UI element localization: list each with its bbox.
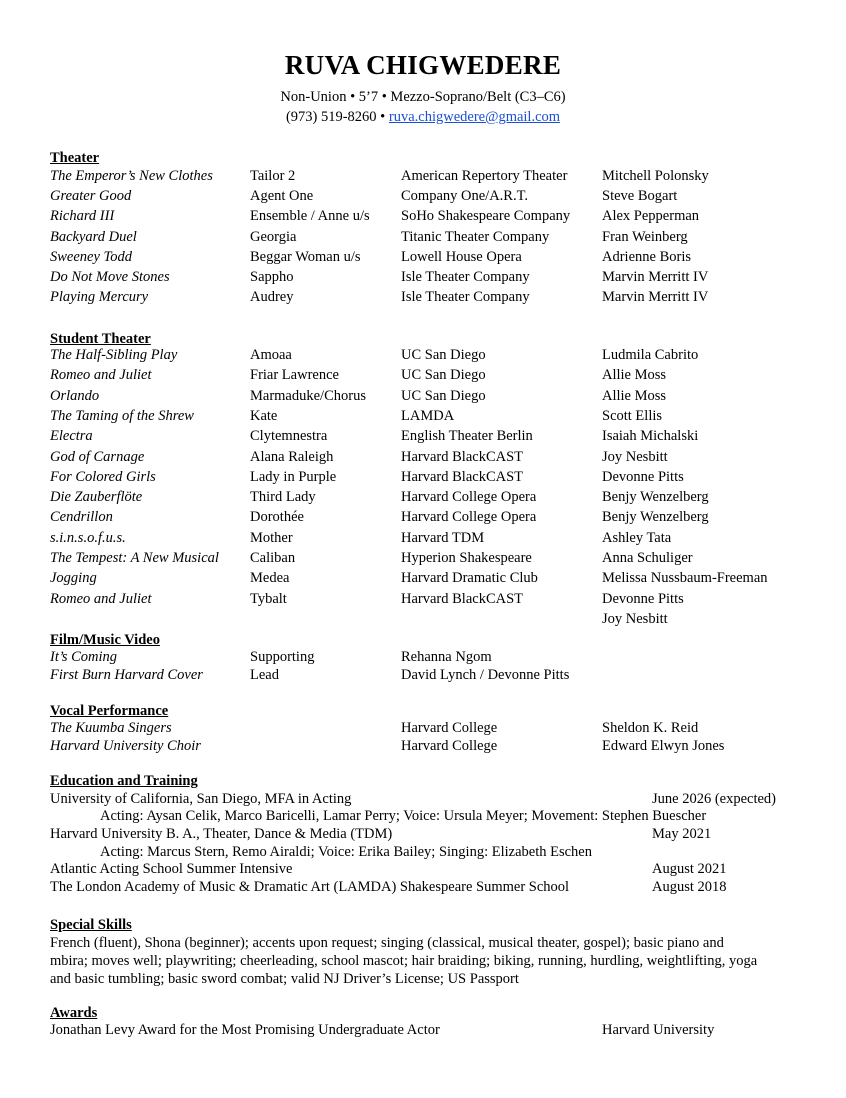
- production-title: Backyard Duel: [50, 228, 137, 245]
- credit-row: [0, 408, 846, 428]
- company: Harvard College: [401, 720, 498, 736]
- education-date: May 2021: [652, 826, 712, 842]
- credit-row: [0, 530, 846, 550]
- production-title: Romeo and Juliet: [50, 590, 152, 607]
- company: Harvard Dramatic Club: [401, 570, 538, 587]
- production-title: The Half-Sibling Play: [50, 347, 178, 363]
- production-title: The Kuumba Singers: [50, 720, 172, 736]
- director: Edward Elwyn Jones: [602, 738, 725, 754]
- director: Anna Schuliger: [602, 550, 693, 566]
- award-title: Jonathan Levy Award for the Most Promising Undergraduate Actor: [50, 1022, 440, 1038]
- director: Ludmila Cabrito: [602, 347, 699, 363]
- section-heading-awards: Awards: [50, 1005, 98, 1021]
- section-heading-student-theater: Student Theater: [50, 331, 151, 347]
- company: SoHo Shakespeare Company: [401, 208, 571, 225]
- director: Marvin Merritt IV: [602, 289, 709, 306]
- director: Isaiah Michalski: [602, 428, 699, 445]
- production-title: Greater Good: [50, 188, 132, 205]
- role: Friar Lawrence: [250, 367, 339, 384]
- director: Ashley Tata: [602, 529, 672, 546]
- company: American Repertory Theater: [401, 168, 568, 184]
- director: Melissa Nussbaum-Freeman: [602, 570, 768, 587]
- skills-text: [50, 934, 810, 988]
- production-title: Die Zauberflöte: [50, 489, 143, 506]
- email-link[interactable]: ruva.chigwedere@gmail.com: [388, 109, 561, 125]
- production-title: For Colored Girls: [50, 468, 156, 485]
- award-org: Harvard University: [602, 1022, 715, 1038]
- company: Isle Theater Company: [401, 269, 530, 285]
- role: Third Lady: [250, 489, 316, 506]
- production-title: It’s Coming: [50, 649, 118, 665]
- production-title: s.i.n.s.o.f.u.s.: [50, 529, 126, 546]
- credit-row: [0, 489, 846, 509]
- director: Mitchell Polonsky: [602, 168, 709, 184]
- role: Marmaduke/Chorus: [250, 387, 366, 404]
- credit-row: [0, 388, 846, 408]
- company: Harvard TDM: [401, 529, 485, 546]
- role: Dorothée: [250, 509, 304, 526]
- company: Harvard BlackCAST: [401, 590, 524, 607]
- credit-row: [0, 611, 846, 631]
- credit-row: [0, 667, 846, 687]
- role: Amoaa: [250, 347, 292, 363]
- company: Lowell House Opera: [401, 248, 522, 265]
- role: Sappho: [250, 269, 294, 285]
- production-title: Playing Mercury: [50, 289, 149, 306]
- director: Benjy Wenzelberg: [602, 489, 709, 506]
- role: Mother: [250, 529, 293, 546]
- education-date: August 2018: [652, 879, 727, 895]
- production-title: The Taming of the Shrew: [50, 407, 194, 424]
- company: LAMDA: [401, 407, 455, 424]
- company: Harvard BlackCAST: [401, 448, 524, 465]
- production-title: Richard III: [50, 208, 115, 225]
- company: UC San Diego: [401, 387, 486, 404]
- role: Beggar Woman u/s: [250, 248, 361, 265]
- director: Devonne Pitts: [602, 468, 684, 485]
- skills-line: French (fluent), Shona (beginner); accents upon request; singing (classical, musical theater, gospel); basic piano and: [50, 935, 724, 951]
- credit-row: [0, 229, 846, 249]
- phone-number: (973) 519-8260 •: [285, 109, 389, 125]
- role: Georgia: [250, 228, 297, 245]
- section-heading-education: Education and Training: [50, 773, 198, 789]
- credit-row: [0, 570, 846, 590]
- director: Joy Nesbitt: [602, 610, 668, 627]
- company: Harvard College: [401, 738, 498, 754]
- director: Allie Moss: [602, 387, 667, 404]
- contact-line: [0, 109, 846, 126]
- role: Alana Raleigh: [250, 448, 334, 465]
- education-date: August 2021: [652, 861, 727, 877]
- section-heading-vocal: Vocal Performance: [50, 703, 169, 719]
- credit-row: [0, 550, 846, 570]
- production-title: Harvard University Choir: [50, 738, 201, 754]
- company: English Theater Berlin: [401, 428, 533, 445]
- credit-row: [0, 168, 846, 188]
- production-title: The Emperor’s New Clothes: [50, 168, 213, 184]
- production-title: Sweeney Todd: [50, 248, 133, 265]
- credit-row: [0, 269, 846, 289]
- director: Allie Moss: [602, 367, 667, 384]
- director: Steve Bogart: [602, 188, 678, 205]
- education-date: June 2026 (expected): [652, 791, 777, 807]
- role: Tailor 2: [250, 168, 296, 184]
- credit-row: [0, 289, 846, 309]
- company: Harvard College Opera: [401, 509, 537, 526]
- production-title: Cendrillon: [50, 509, 113, 526]
- credit-row: [0, 249, 846, 269]
- production-title: Romeo and Juliet: [50, 367, 152, 384]
- credit-row: [0, 649, 846, 669]
- section-heading-film: Film/Music Video: [50, 632, 160, 648]
- production-title: God of Carnage: [50, 448, 145, 465]
- company: UC San Diego: [401, 347, 486, 363]
- director: Sheldon K. Reid: [602, 720, 699, 736]
- company: Rehanna Ngom: [401, 649, 492, 665]
- director: Scott Ellis: [602, 407, 663, 424]
- director: Joy Nesbitt: [602, 448, 668, 465]
- section-heading-skills: Special Skills: [50, 917, 132, 933]
- education-detail: Acting: Marcus Stern, Remo Airaldi; Voice: Erika Bailey; Singing: Elizabeth Eschen: [100, 844, 592, 860]
- credit-row: [0, 188, 846, 208]
- education-entry: University of California, San Diego, MFA in Acting: [50, 791, 352, 807]
- credit-row: [0, 449, 846, 469]
- resume-name: RUVA CHIGWEDERE: [284, 50, 562, 80]
- director: Devonne Pitts: [602, 590, 684, 607]
- company: Company One/A.R.T.: [401, 188, 528, 205]
- credit-row: [0, 428, 846, 448]
- company: Harvard College Opera: [401, 489, 537, 506]
- skills-line: mbira; moves well; playwriting; cheerleading, school mascot; hair braiding; biking, running, hurdling, weightlifting, yoga: [50, 953, 758, 969]
- credit-row: [0, 720, 846, 740]
- company: David Lynch / Devonne Pitts: [401, 667, 570, 683]
- role: Kate: [250, 407, 278, 424]
- role: Agent One: [250, 188, 314, 205]
- company: Harvard BlackCAST: [401, 468, 524, 485]
- production-title: Jogging: [50, 570, 97, 587]
- company: Hyperion Shakespeare: [401, 550, 532, 566]
- director: Adrienne Boris: [602, 248, 691, 265]
- education-entry: Harvard University B. A., Theater, Dance & Media (TDM): [50, 826, 393, 842]
- section-heading-theater: Theater: [50, 150, 100, 166]
- role: Supporting: [250, 649, 315, 665]
- education-detail: Acting: Aysan Celik, Marco Baricelli, Lamar Perry; Voice: Ursula Meyer; Movement: Stephen Buescher: [100, 808, 707, 824]
- credit-row: [0, 208, 846, 228]
- production-title: Electra: [50, 428, 93, 445]
- production-title: Orlando: [50, 387, 100, 404]
- skills-line: and basic tumbling; basic sword combat; valid NJ Driver’s License; US Passport: [50, 971, 519, 987]
- role: Caliban: [250, 550, 296, 566]
- role: Tybalt: [250, 590, 287, 607]
- director: Alex Pepperman: [602, 208, 700, 225]
- credit-row: [0, 738, 846, 758]
- production-title: The Tempest: A New Musical: [50, 550, 219, 566]
- credit-row: [0, 509, 846, 529]
- role: Audrey: [250, 289, 294, 306]
- role: Lady in Purple: [250, 468, 337, 485]
- contact-details: Non-Union • 5’7 • Mezzo-Soprano/Belt (C3–C6): [280, 89, 566, 105]
- education-entry: Atlantic Acting School Summer Intensive: [50, 861, 293, 877]
- role: Ensemble / Anne u/s: [250, 208, 370, 225]
- role: Lead: [250, 667, 279, 683]
- director: Fran Weinberg: [602, 228, 688, 245]
- credit-row: [0, 469, 846, 489]
- role: Medea: [250, 570, 290, 587]
- production-title: Do Not Move Stones: [50, 269, 170, 285]
- education-entry: The London Academy of Music & Dramatic Art (LAMDA) Shakespeare Summer School: [50, 879, 570, 895]
- production-title: First Burn Harvard Cover: [50, 667, 203, 683]
- credit-row: [0, 367, 846, 387]
- director: Benjy Wenzelberg: [602, 509, 709, 526]
- credit-row: [0, 347, 846, 367]
- role: Clytemnestra: [250, 428, 328, 445]
- company: UC San Diego: [401, 367, 486, 384]
- director: Marvin Merritt IV: [602, 269, 709, 285]
- company: Isle Theater Company: [401, 289, 530, 306]
- company: Titanic Theater Company: [401, 228, 550, 245]
- credit-row: [0, 591, 846, 611]
